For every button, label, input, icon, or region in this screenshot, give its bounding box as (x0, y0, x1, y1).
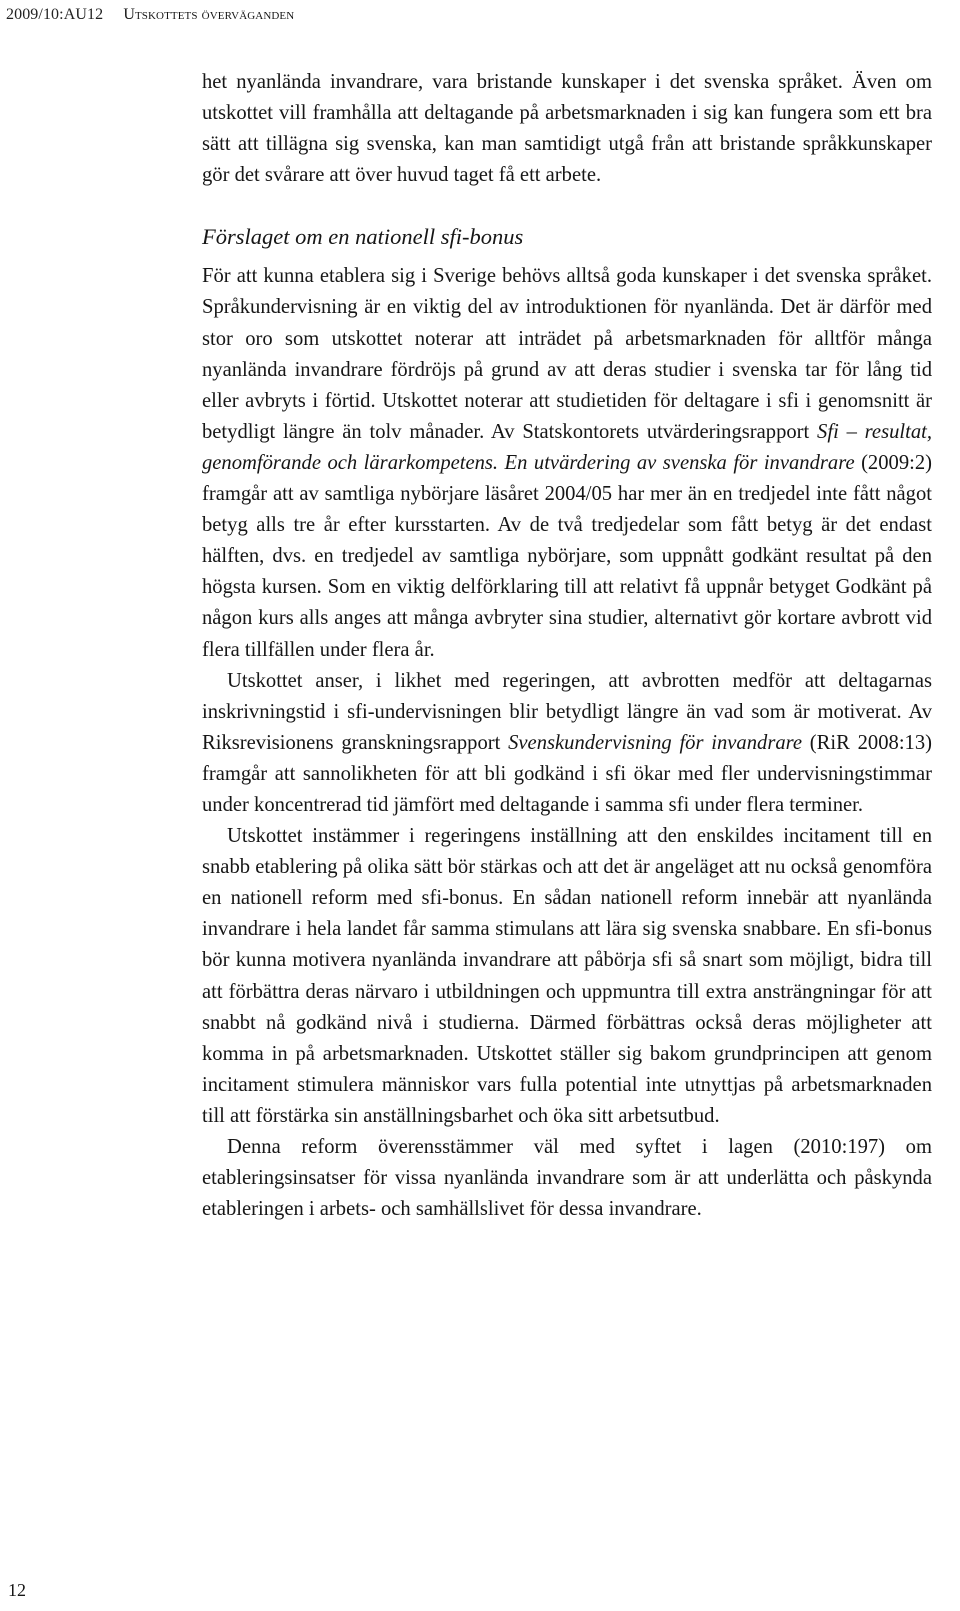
page-body (202, 67, 932, 1225)
paragraph (202, 666, 932, 821)
report-title: Svenskundervisning för invandrare (508, 731, 803, 754)
paragraph (202, 261, 932, 665)
paragraph-text: Utskottet anser, i likhet med regeringen, att avbrotten medför att deltagarnas inskrivningstid i sfi-undervisningen blir betydligt längre än vad som är motiverat. Av Riksrevisionens granskningsrapport (202, 669, 932, 754)
paragraph: Denna reform överensstämmer väl med syftet i lagen (2010:197) om etableringsinsatser för vissa nyanlända invandrare som är att underlätta och påskynda etableringen i arbets- och samhällslivet för dessa invandrare. (202, 1136, 932, 1221)
paragraph-text: För att kunna etablera sig i Sverige behövs alltså goda kunskaper i det svenska språket. Språkundervisning är en viktig del av introduktionen för nyanlända. Det är därför med stor oro som utskottet noterar att inträdet på arbetsmarknaden för alltför många nyanlända invandrare fördröjs på grund av att deras studier i svenska tar för lång tid eller avbryts i förtid. Utskottet noterar att studietiden för deltagare i sfi i genomsnitt är betydligt längre än tolv månader. Av Statskontorets utvärderingsrapport (202, 265, 932, 443)
document-reference: 2009/10:AU12 (6, 6, 104, 23)
report-title: Sfi – resultat, genomförande och lärarkompetens. En utvärdering av svenska för invandrare (202, 420, 932, 474)
paragraph: Utskottet instämmer i regeringens inställning att den enskildes incitament till en snabb etablering på olika sätt bör stärkas och att det är angeläget att nu också genomföra en nationell reform med sfi-bonus. En sådan nationell reform innebär att nyanlända invandrare i hela landet får samma stimulans att lära sig svenska snabbare. En sfi-bonus bör kunna motivera nyanlända invandrare att påbörja sfi så snart som möjligt, bidra till att förbättra deras närvaro i utbildningen och uppmuntra till extra ansträngningar för att snabbt nå godkänd nivå i studierna. Därmed förbättras också deras möjligheter att komma in på arbetsmarknaden. Utskottet ställer sig bakom grundprincipen att genom incitament stimulera människor vars fulla potential inte utnyttjas på arbetsmarknaden till att förstärka sin anställningsbarhet och öka sitt arbetsutbud. (202, 825, 932, 1127)
paragraph-continuation: het nyanlända invandrare, vara bristande kunskaper i det svenska språket. Även om utskottet vill framhålla att deltagande på arbetsmarknaden i sig kan fungera som ett bra sätt att tillägna sig svenska, kan man samtidigt utgå från att bristande språkkunskaper gör det svårare att över huvud taget få ett arbete. (202, 71, 932, 187)
subheading: Förslaget om en nationell sfi-bonus (202, 224, 524, 250)
page-number: 12 (8, 1580, 26, 1600)
paragraph-text: (RiR 2008:13) framgår att sannolikheten för att bli godkänd i sfi ökar med fler undervisningstimmar under koncentrerad tid jämfört med deltagande i samma sfi under flera terminer. (202, 731, 932, 816)
paragraph-text: (2009:2) framgår att av samtliga nybörjare läsåret 2004/05 har mer än en tredjedel inte fått något betyg alls tre år efter kursstarten. Av de två tredjedelar som fått betyg är det endast hälften, dvs. en tredjedel av samtliga nybörjare, som uppnått godkänt resultat på den högsta kursen. Som en viktig delförklaring till att relativt få uppnår betyget Godkänt på någon kurs alls anges att många avbryter sina studier, alternativt gör kortare avbrott vid flera tillfällen under flera år. (202, 451, 932, 661)
section-title: Utskottets överväganden (123, 6, 295, 23)
running-header (6, 6, 294, 24)
